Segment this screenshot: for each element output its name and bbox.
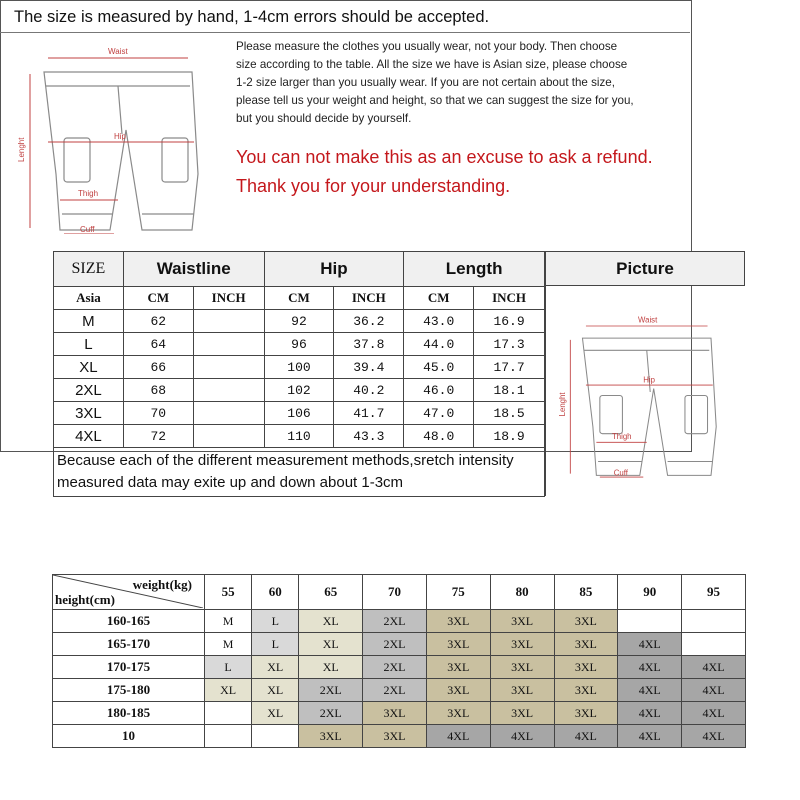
- recommended-size-cell: 2XL: [299, 702, 363, 725]
- height-row: [53, 725, 746, 748]
- recommended-size-cell: 2XL: [363, 610, 427, 633]
- recommended-size-cell: 3XL: [490, 633, 554, 656]
- measurement-cell: 16.9: [474, 310, 545, 333]
- unit-cell: INCH: [474, 287, 545, 310]
- recommended-size-cell: 4XL: [682, 656, 746, 679]
- unit-cell: INCH: [193, 287, 264, 310]
- measurement-cell: [193, 402, 264, 425]
- recommended-size-cell: L: [252, 633, 299, 656]
- measurement-cell: 36.2: [334, 310, 404, 333]
- weight-header-cell: 90: [618, 575, 682, 610]
- length-header: Length: [404, 252, 545, 287]
- recommended-size-cell: 4XL: [618, 656, 682, 679]
- hip-header: Hip: [264, 252, 404, 287]
- measurement-cell: 43.0: [404, 310, 474, 333]
- measurement-cell: 106: [264, 402, 334, 425]
- height-cell: 165-170: [53, 633, 205, 656]
- unit-cell: CM: [264, 287, 334, 310]
- weight-header-cell: 85: [554, 575, 618, 610]
- cuff-label: Cuff: [80, 225, 95, 234]
- weight-header-cell: 95: [682, 575, 746, 610]
- shorts-diagram-picture: [546, 292, 744, 492]
- recommended-size-cell: M: [205, 633, 252, 656]
- picture-box: [545, 286, 745, 496]
- measurement-cell: 41.7: [334, 402, 404, 425]
- cuff-label: Cuff: [613, 468, 628, 478]
- measurement-cell: 18.1: [474, 379, 545, 402]
- waistline-header: Waistline: [123, 252, 264, 287]
- recommended-size-cell: [682, 610, 746, 633]
- recommended-size-cell: XL: [205, 679, 252, 702]
- hip-label: Hip: [643, 375, 655, 385]
- measurement-cell: 64: [123, 333, 193, 356]
- recommended-size-cell: 4XL: [554, 725, 618, 748]
- recommended-size-cell: 4XL: [682, 702, 746, 725]
- recommended-size-cell: 3XL: [299, 725, 363, 748]
- height-row: [53, 610, 746, 633]
- measurement-note: Because each of the different measurement methods,sretch intensity measured data may exite up and down about 1-3cm: [54, 448, 545, 497]
- thigh-label: Thigh: [612, 431, 632, 441]
- waist-label: Waist: [108, 47, 128, 56]
- recommended-size-cell: [205, 725, 252, 748]
- recommended-size-cell: 4XL: [682, 725, 746, 748]
- size-row: [54, 402, 545, 425]
- height-row: [53, 656, 746, 679]
- height-axis-label: height(cm): [55, 592, 115, 607]
- recommended-size-cell: 3XL: [426, 679, 490, 702]
- height-row: [53, 679, 746, 702]
- measurement-cell: 96: [264, 333, 334, 356]
- measurement-cell: 47.0: [404, 402, 474, 425]
- weight-header-cell: 70: [363, 575, 427, 610]
- measurement-cell: 100: [264, 356, 334, 379]
- recommended-size-cell: 2XL: [363, 633, 427, 656]
- corner-cell: [53, 575, 205, 610]
- recommended-size-cell: L: [252, 610, 299, 633]
- recommended-size-cell: 3XL: [490, 610, 554, 633]
- measurement-cell: 18.9: [474, 425, 545, 448]
- size-table-header: [54, 252, 545, 287]
- weight-header-cell: 55: [205, 575, 252, 610]
- weight-header-cell: 65: [299, 575, 363, 610]
- size-row: [54, 356, 545, 379]
- size-header: SIZE: [54, 252, 124, 287]
- recommended-size-cell: [205, 702, 252, 725]
- recommended-size-cell: 4XL: [618, 633, 682, 656]
- height-cell: 170-175: [53, 656, 205, 679]
- height-cell: 180-185: [53, 702, 205, 725]
- height-cell: 10: [53, 725, 205, 748]
- refund-warning: You can not make this as an excuse to ask a refund. Thank you for your understanding.: [236, 147, 653, 196]
- unit-row: [54, 287, 545, 310]
- hip-label: Hip: [114, 132, 127, 141]
- height-cell: 175-180: [53, 679, 205, 702]
- recommended-size-cell: 4XL: [682, 679, 746, 702]
- measurement-cell: [193, 425, 264, 448]
- recommended-size-cell: 3XL: [490, 656, 554, 679]
- recommended-size-cell: L: [205, 656, 252, 679]
- measurement-cell: 45.0: [404, 356, 474, 379]
- size-table: [53, 251, 545, 497]
- recommended-size-cell: 4XL: [618, 702, 682, 725]
- recommended-size-cell: 3XL: [363, 702, 427, 725]
- recommended-size-cell: 3XL: [490, 702, 554, 725]
- recommended-size-cell: 2XL: [363, 679, 427, 702]
- size-name-cell: 3XL: [54, 402, 124, 425]
- unit-cell: CM: [404, 287, 474, 310]
- measurement-cell: [193, 333, 264, 356]
- size-row: [54, 379, 545, 402]
- size-rows: [54, 310, 545, 448]
- recommended-size-cell: 3XL: [426, 702, 490, 725]
- recommended-size-cell: XL: [299, 610, 363, 633]
- recommended-size-cell: XL: [299, 656, 363, 679]
- weight-header-cell: 75: [426, 575, 490, 610]
- weight-header-row: [53, 575, 746, 610]
- measurement-cell: [193, 310, 264, 333]
- recommended-size-cell: 4XL: [490, 725, 554, 748]
- note-row: [54, 448, 545, 497]
- measurement-cell: [193, 379, 264, 402]
- divider: [0, 32, 690, 33]
- measurement-cell: 66: [123, 356, 193, 379]
- measurement-cell: 37.8: [334, 333, 404, 356]
- measurement-headline: The size is measured by hand, 1-4cm errors should be accepted.: [14, 8, 490, 26]
- measurement-cell: 62: [123, 310, 193, 333]
- recommended-size-cell: 4XL: [426, 725, 490, 748]
- unit-cell: CM: [123, 287, 193, 310]
- measurement-cell: 48.0: [404, 425, 474, 448]
- recommended-size-cell: [252, 725, 299, 748]
- measurement-cell: 43.3: [334, 425, 404, 448]
- size-row: [54, 425, 545, 448]
- picture-header: Picture: [545, 251, 745, 286]
- size-name-cell: 2XL: [54, 379, 124, 402]
- recommended-size-cell: 3XL: [426, 656, 490, 679]
- recommended-size-cell: 3XL: [554, 679, 618, 702]
- height-row: [53, 702, 746, 725]
- recommended-size-cell: 3XL: [554, 656, 618, 679]
- height-row: [53, 633, 746, 656]
- recommended-size-cell: 4XL: [618, 679, 682, 702]
- measurement-cell: 70: [123, 402, 193, 425]
- weight-header-cell: 60: [252, 575, 299, 610]
- recommended-size-cell: 3XL: [554, 610, 618, 633]
- recommended-size-cell: 2XL: [299, 679, 363, 702]
- shorts-diagram-top: [2, 34, 230, 234]
- unit-cell: Asia: [54, 287, 124, 310]
- recommended-size-cell: 3XL: [554, 633, 618, 656]
- recommended-size-cell: 3XL: [426, 633, 490, 656]
- size-name-cell: L: [54, 333, 124, 356]
- height-cell: 160-165: [53, 610, 205, 633]
- measurement-cell: 92: [264, 310, 334, 333]
- recommended-size-cell: 3XL: [554, 702, 618, 725]
- recommended-size-cell: 3XL: [426, 610, 490, 633]
- measurement-instructions: Please measure the clothes you usually wear, not your body. Then choose size according to the table. All the size we have is Asian size, please choose 1-2 size larger than you usually wear. If you are not certain about the size, please tell us your weight and height, so that we can suggest the size for you, but you should decide by yourself.: [236, 40, 634, 125]
- recommended-size-cell: XL: [252, 679, 299, 702]
- recommended-size-cell: XL: [299, 633, 363, 656]
- measurement-cell: 17.7: [474, 356, 545, 379]
- weight-height-chart: [52, 574, 746, 748]
- thigh-label: Thigh: [78, 189, 99, 198]
- weight-axis-label: weight(kg): [132, 577, 192, 592]
- size-row: [54, 310, 545, 333]
- measurement-cell: 72: [123, 425, 193, 448]
- measurement-cell: 46.0: [404, 379, 474, 402]
- recommended-size-cell: 4XL: [618, 725, 682, 748]
- measurement-cell: 39.4: [334, 356, 404, 379]
- recommended-size-cell: [618, 610, 682, 633]
- measurement-cell: 68: [123, 379, 193, 402]
- measurement-cell: 40.2: [334, 379, 404, 402]
- measurement-cell: 110: [264, 425, 334, 448]
- measurement-cell: [193, 356, 264, 379]
- waist-label: Waist: [638, 315, 658, 325]
- measurement-cell: 18.5: [474, 402, 545, 425]
- recommended-size-cell: XL: [252, 702, 299, 725]
- recommended-size-cell: 3XL: [490, 679, 554, 702]
- recommended-size-cell: M: [205, 610, 252, 633]
- recommended-size-cell: [682, 633, 746, 656]
- size-name-cell: M: [54, 310, 124, 333]
- measurement-cell: 102: [264, 379, 334, 402]
- size-name-cell: 4XL: [54, 425, 124, 448]
- measurement-cell: 17.3: [474, 333, 545, 356]
- length-label: Lenght: [558, 392, 568, 417]
- size-name-cell: XL: [54, 356, 124, 379]
- measurement-cell: 44.0: [404, 333, 474, 356]
- recommended-size-cell: 2XL: [363, 656, 427, 679]
- recommended-size-cell: 3XL: [363, 725, 427, 748]
- length-label: Lenght: [17, 137, 26, 162]
- recommended-size-cell: XL: [252, 656, 299, 679]
- size-row: [54, 333, 545, 356]
- weight-header-cell: 80: [490, 575, 554, 610]
- unit-cell: INCH: [334, 287, 404, 310]
